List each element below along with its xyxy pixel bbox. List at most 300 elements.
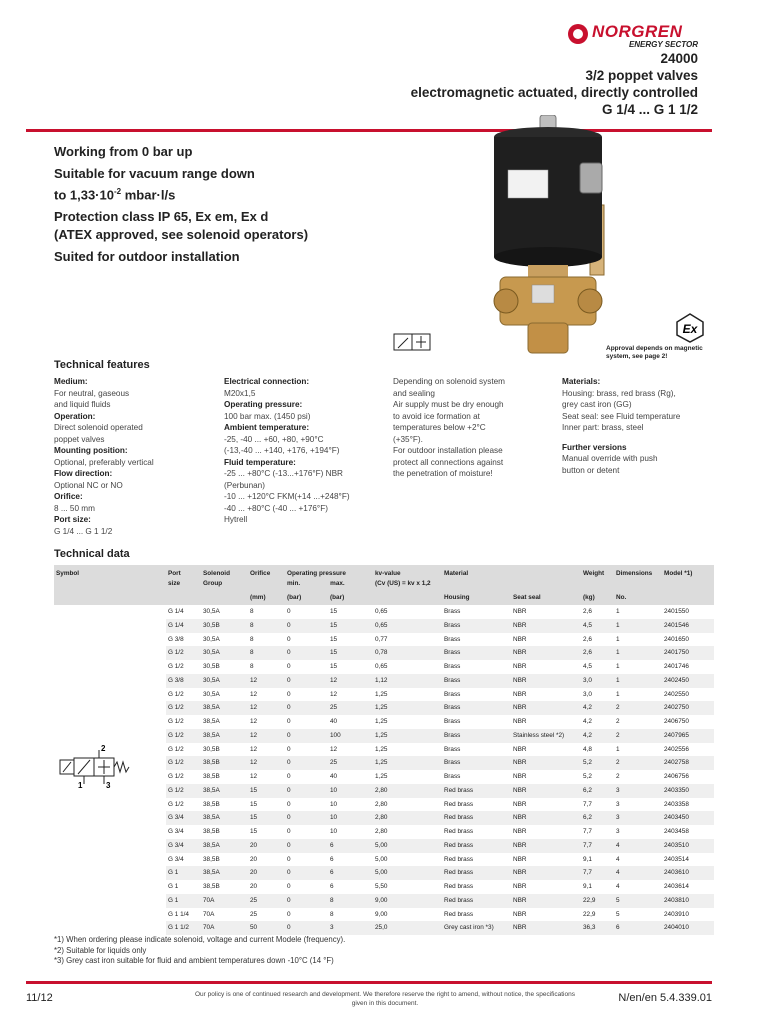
table-cell: 2403450 xyxy=(662,811,714,825)
table-cell: 15 xyxy=(248,784,285,798)
feature-1: Working from 0 bar up xyxy=(54,144,193,159)
table-cell: 70A xyxy=(201,894,248,908)
document-number: N/en/en 5.4.339.01 xyxy=(618,992,712,1004)
table-cell: 10 xyxy=(328,811,373,825)
table-cell: 1 xyxy=(614,674,662,688)
table-cell: 38,5A xyxy=(203,718,220,725)
table-cell: 6,2 xyxy=(581,811,614,825)
table-cell: 0 xyxy=(285,866,328,880)
table-cell: G 1/2 xyxy=(168,773,184,780)
table-cell: 25 xyxy=(328,756,373,770)
table-cell: 2402556 xyxy=(664,745,689,753)
th-orifice: Orifice xyxy=(248,565,285,591)
table-cell: G 1 1/2 xyxy=(166,921,201,935)
table-cell: 3 xyxy=(328,921,373,935)
table-cell: 38,5B xyxy=(203,800,220,808)
table-cell: 6,2 xyxy=(581,784,614,798)
table-cell: 25 xyxy=(248,894,285,908)
table-cell: 9,00 xyxy=(375,910,388,918)
table-cell: 9,1 xyxy=(583,855,592,863)
technical-data-table: Symbol Port size Solenoid Group Orifice Operating pressure min. max. kv-value (Cv (US) = kv x 1,2 Material Weight Dimensions Model *1) (mm) (bar) (bar) Housing Seat seal (kg) No. 2 1 3 G 1/4 30,5A 8 0 15 0,65 Brass NBR 2,6 1 2401550 G 1/4 30,5B 8 0 15 0,65 Brass NBR 4,5 1 2401546 G 3/8 30,5A 8 0 15 0,77 Brass NBR 2,6 1 2401650 G 1/2 30,5A 8 0 15 0,78 Brass NBR 2,6 1 2401750 G 1/2 30,5B 8 0 15 0,65 Brass NBR 4,5 1 2401746 G 3/8 30,5A 12 0 12 1,12 Brass NBR 3,0 1 2402450 G 1/2 30,5A 12 0 12 1,25 Brass NBR 3,0 1 2402550 G 1/2 38,5A 12 0 25 1,25 Brass NBR 4,2 2 2402750 G 1/2 38,5A 12 0 40 1,25 Brass NBR 4,2 2 2406750 G 1/2 38,5A 12 0 100 1,25 Brass Stainless steel *2) 4,2 2 2407965 G 1/2 30,5B 12 0 12 1,25 Brass NBR 4,8 1 2402556 G 1/2 38,5B 12 0 25 1,25 Brass NBR 5,2 2 2402758 G 1/2 38,5B 12 0 40 1,25 Brass NBR 5,2 2 2406756 G 1/2 38,5A 15 0 10 2,80 Red brass NBR 6,2 3 2403350 G 1/2 38,5B 15 0 10 2,80 Red brass NBR 7,7 3 2403358 G 3/4 38,5A 15 0 10 2,80 Red brass NBR 6,2 3 2403450 G 3/4 38,5B 15 0 10 2,80 Red brass NBR 7,7 3 2403458 G 3/4 38,5A 20 0 6 5,00 Red brass NBR 7,7 4 2403510 G 3/4 38,5B 20 0 6 5,00 Red brass NBR 9,1 4 2403514 G 1 38,5A 20 0 6 5,00 Red brass NBR 7,7 4 2403610 G 1 38,5B 20 0 6 5,50 Red brass NBR 9,1 4 2403614 G 1 70A 25 0 8 9,00 Red brass NBR 22,9 5 2403810 G 1 1/4 70A 25 0 8 9,00 Red brass NBR 22,9 5 2403910 G 1 1/2 70A 50 0 3 25,0 Grey cast iron *3) NBR 36,3 6 2404010 xyxy=(54,565,714,935)
table-cell: 0 xyxy=(285,701,328,715)
table-cell: NBR xyxy=(513,745,527,753)
table-cell: NBR xyxy=(511,784,581,798)
table-cell: 30,5B xyxy=(203,745,220,753)
table-cell: 6 xyxy=(328,866,373,880)
table-cell: 2403810 xyxy=(662,894,714,908)
table-cell: 3,0 xyxy=(581,674,614,688)
table-cell: 100 xyxy=(328,729,373,743)
table-cell: 2 xyxy=(616,773,620,780)
table-cell: NBR xyxy=(513,690,527,698)
table-cell: 30,5B xyxy=(203,663,220,670)
table-cell: 5 xyxy=(614,894,662,908)
table-cell: 1,25 xyxy=(375,773,388,780)
table-cell: 4,2 xyxy=(581,729,614,743)
table-cell: Brass xyxy=(442,729,511,743)
table-cell: 2403514 xyxy=(664,855,689,863)
table-cell: 15 xyxy=(250,800,258,808)
table-cell: 12 xyxy=(328,674,373,688)
table-cell: 0 xyxy=(285,784,328,798)
table-cell: 2402750 xyxy=(662,701,714,715)
table-cell: 7,7 xyxy=(581,866,614,880)
valve-symbol-small xyxy=(392,330,432,354)
feature-3: Protection class IP 65, Ex em, Ex d (ATEX approved, see solenoid operators) xyxy=(54,209,309,243)
table-cell: 8 xyxy=(250,663,254,670)
table-cell: 15 xyxy=(328,619,373,633)
table-cell: 2401746 xyxy=(664,663,689,670)
table-cell: 30,5A xyxy=(203,635,220,643)
table-cell: 3 xyxy=(616,800,620,808)
th-model: Model *1) xyxy=(662,565,714,591)
table-cell: 2403510 xyxy=(662,839,714,853)
table-cell: 12 xyxy=(248,756,285,770)
table-cell: 4,2 xyxy=(581,701,614,715)
tf-col-4: Materials: Housing: brass, red brass (Rg), grey cast iron (GG) Seat seal: see Fluid temperature Inner part: brass, steel Further versions Manual override with push button or detent xyxy=(562,377,681,475)
port-label-2: 2 xyxy=(101,744,106,754)
table-cell: 5,50 xyxy=(375,883,388,890)
table-cell: NBR xyxy=(513,718,527,725)
table-cell: NBR xyxy=(511,756,581,770)
feature-4: Suited for outdoor installation xyxy=(54,249,240,265)
norgren-logo-icon xyxy=(568,24,588,44)
table-cell: 2403458 xyxy=(664,828,689,835)
table-cell: 1 xyxy=(614,646,662,660)
table-cell: 40 xyxy=(330,773,338,780)
table-cell: 2401650 xyxy=(664,635,689,643)
table-cell: 5,00 xyxy=(373,866,442,880)
footnote-1: *1) When ordering please indicate solenoid, voltage and current Modele (frequency). xyxy=(54,935,346,944)
table-cell: Stainless steel *2) xyxy=(511,729,581,743)
table-cell: 25,0 xyxy=(373,921,442,935)
table-cell: 12 xyxy=(248,729,285,743)
table-cell: NBR xyxy=(511,701,581,715)
table-cell: 1,25 xyxy=(375,690,388,698)
table-cell: 6 xyxy=(330,883,334,890)
table-cell: 38,5A xyxy=(201,866,248,880)
table-cell: 2403610 xyxy=(662,866,714,880)
table-cell: 4 xyxy=(614,866,662,880)
table-cell: 0 xyxy=(287,745,291,753)
feature-list xyxy=(54,143,414,270)
table-cell: 12 xyxy=(330,690,338,698)
table-cell: G 3/4 xyxy=(166,811,201,825)
table-cell: 1 xyxy=(616,608,620,615)
table-cell: 8 xyxy=(250,608,254,615)
table-cell: Brass xyxy=(442,674,511,688)
table-cell: 4 xyxy=(616,883,620,890)
table-cell: G 3/4 xyxy=(168,855,184,863)
technical-data-title: Technical data xyxy=(54,548,130,560)
table-cell: 36,3 xyxy=(581,921,614,935)
table-cell: NBR xyxy=(511,866,581,880)
tf-col-2: Electrical connection: M20x1,5 Operating pressure: 100 bar max. (1450 psi) Ambient temperature: -25, -40 ... +60, +80, +90°C (-13,-40 ... +140, +176, +194°F) Fluid temperature: -25 ... +80°C (-13...+176°F) NBR (Perbunan) -10 ... +120°C FKM(+14 ...+248°F) -40 ... +80°C (-40 ... +176°F) Hytrell xyxy=(224,377,350,524)
table-cell: 0,78 xyxy=(373,646,442,660)
table-cell: 4,5 xyxy=(583,663,592,670)
table-cell: 12 xyxy=(250,773,258,780)
table-cell: 2402758 xyxy=(662,756,714,770)
valve-symbol-large xyxy=(56,744,146,790)
table-cell: 4 xyxy=(614,839,662,853)
table-cell: G 1/2 xyxy=(168,690,184,698)
table-cell: Grey cast iron *3) xyxy=(442,921,511,935)
table-cell: 9,00 xyxy=(373,894,442,908)
table-cell: 38,5B xyxy=(203,883,220,890)
table-cell: Red brass xyxy=(442,894,511,908)
table-cell: NBR xyxy=(513,883,527,890)
footnote-3: *3) Grey cast iron suitable for fluid and ambient temperatures down -10°C (14 °F) xyxy=(54,956,334,965)
table-cell: Red brass xyxy=(444,910,474,918)
table-cell: 2 xyxy=(616,718,620,725)
table-cell: 2402450 xyxy=(662,674,714,688)
table-cell: 5 xyxy=(616,910,620,918)
brand-name: NORGREN xyxy=(592,22,683,41)
table-cell: 7,7 xyxy=(583,828,592,835)
table-cell: 1,25 xyxy=(373,756,442,770)
table-cell: 0 xyxy=(287,883,291,890)
th-dimensions: Dimensions xyxy=(614,565,662,591)
table-cell: 1,25 xyxy=(373,729,442,743)
table-cell: 0 xyxy=(285,894,328,908)
table-cell: 2403614 xyxy=(664,883,689,890)
table-cell: 0,65 xyxy=(375,608,388,615)
table-cell: 2,80 xyxy=(375,828,388,835)
table-cell: 10 xyxy=(330,828,338,835)
table-cell: NBR xyxy=(513,773,527,780)
table-cell: G 1/2 xyxy=(166,646,201,660)
th-port: Port size xyxy=(166,565,201,591)
table-cell: 6 xyxy=(328,839,373,853)
table-cell: 20 xyxy=(250,855,258,863)
table-cell: 2403358 xyxy=(664,800,689,808)
table-cell: 15 xyxy=(330,635,338,643)
tf-col-1: Medium: For neutral, gaseous and liquid fluids Operation: Direct solenoid operated poppet valves Mounting position: Optional, preferably vertical Flow direction: Optional NC or NO Orifice: 8 ... 50 mm Port size: G 1/4 ... G 1 1/2 xyxy=(54,377,154,536)
table-cell: Brass xyxy=(444,690,461,698)
table-cell: 0 xyxy=(287,828,291,835)
table-cell: 1,25 xyxy=(373,701,442,715)
table-cell: 2,6 xyxy=(583,635,592,643)
table-cell: G 1/2 xyxy=(168,800,184,808)
th-weight: Weight xyxy=(581,565,614,591)
table-cell: NBR xyxy=(511,619,581,633)
table-cell: 70A xyxy=(201,921,248,935)
table-cell: 0 xyxy=(285,756,328,770)
table-cell: 5,00 xyxy=(373,839,442,853)
table-cell: NBR xyxy=(511,839,581,853)
table-cell: 12 xyxy=(250,690,258,698)
table-cell: 38,5B xyxy=(203,855,220,863)
table-cell: 38,5A xyxy=(201,729,248,743)
table-cell: 1,25 xyxy=(375,718,388,725)
table-cell: 2403910 xyxy=(664,910,689,918)
th-solenoid: Solenoid Group xyxy=(201,565,248,591)
table-cell: 1 xyxy=(616,635,620,643)
table-cell: 2401750 xyxy=(662,646,714,660)
table-cell: 25 xyxy=(328,701,373,715)
table-cell: 30,5A xyxy=(203,608,220,615)
table-cell: NBR xyxy=(511,921,581,935)
table-cell: 1,25 xyxy=(375,745,388,753)
bottom-divider xyxy=(26,981,712,984)
approval-note: Approval depends on magnetic system, see page 2! xyxy=(606,345,703,360)
table-cell: 0 xyxy=(285,674,328,688)
table-cell: G 3/4 xyxy=(166,839,201,853)
table-cell: NBR xyxy=(513,800,527,808)
table-cell: Brass xyxy=(444,608,461,615)
table-cell: 7,7 xyxy=(583,800,592,808)
table-cell: G 3/4 xyxy=(168,828,184,835)
table-cell: G 1/2 xyxy=(168,718,184,725)
table-cell: 1 xyxy=(614,619,662,633)
table-cell: 30,5B xyxy=(201,619,248,633)
table-cell: 38,5A xyxy=(201,811,248,825)
th-material: Material xyxy=(442,565,511,591)
table-cell: 4,8 xyxy=(583,745,592,753)
table-cell: Brass xyxy=(442,756,511,770)
table-cell: Red brass xyxy=(442,784,511,798)
table-cell: G 1 xyxy=(168,883,179,890)
header-line1: 3/2 poppet valves xyxy=(585,68,698,83)
table-cell: 50 xyxy=(248,921,285,935)
svg-text:Ex: Ex xyxy=(682,322,698,336)
table-cell: NBR xyxy=(513,828,527,835)
table-cell: G 1/2 xyxy=(168,663,184,670)
valve-product-image xyxy=(480,115,630,365)
table-cell: 1 xyxy=(616,663,620,670)
table-cell: 25 xyxy=(250,910,258,918)
table-cell: G 1 xyxy=(166,894,201,908)
table-cell: NBR xyxy=(511,811,581,825)
table-cell: 5,00 xyxy=(375,855,388,863)
table-cell: 2407965 xyxy=(662,729,714,743)
table-cell: 2,80 xyxy=(375,800,388,808)
table-cell: 0 xyxy=(287,910,291,918)
table-cell: G 1 xyxy=(166,866,201,880)
table-cell: G 1/2 xyxy=(168,745,184,753)
table-cell: 5,2 xyxy=(581,756,614,770)
table-row xyxy=(54,605,714,619)
product-number: 24000 xyxy=(660,51,698,66)
norgren-logo xyxy=(568,22,698,50)
table-cell: G 3/8 xyxy=(166,674,201,688)
th-kv: kv-value (Cv (US) = kv x 1,2 xyxy=(373,565,442,591)
table-body xyxy=(54,605,714,935)
table-cell: NBR xyxy=(513,855,527,863)
atex-ex-icon xyxy=(675,313,705,343)
table-cell: 30,5A xyxy=(203,690,220,698)
table-cell: 0 xyxy=(285,646,328,660)
table-cell: 3 xyxy=(614,784,662,798)
table-cell: 20 xyxy=(248,839,285,853)
table-cell: 2 xyxy=(614,756,662,770)
table-cell: 30,5A xyxy=(201,646,248,660)
table-cell: 15 xyxy=(250,828,258,835)
table-cell: 3 xyxy=(616,828,620,835)
page-header xyxy=(411,50,698,118)
table-cell: G 1/4 xyxy=(168,608,184,615)
table-cell: 15 xyxy=(248,811,285,825)
table-cell: G 3/8 xyxy=(168,635,184,643)
valve-symbol-cell xyxy=(54,605,166,935)
table-cell: 20 xyxy=(248,866,285,880)
table-cell: 3,0 xyxy=(583,690,592,698)
table-cell: Brass xyxy=(444,718,461,725)
table-cell: 2404010 xyxy=(662,921,714,935)
table-cell: G 1 1/4 xyxy=(168,910,189,918)
port-label-1: 1 xyxy=(78,781,83,791)
table-cell: Red brass xyxy=(444,800,474,808)
table-cell: Red brass xyxy=(442,839,511,853)
table-cell: 12 xyxy=(250,745,258,753)
table-cell: 9,1 xyxy=(583,883,592,890)
table-cell: 70A xyxy=(203,910,215,918)
table-cell: 15 xyxy=(330,663,338,670)
table-cell: 2402550 xyxy=(664,690,689,698)
table-cell: 2,6 xyxy=(583,608,592,615)
table-cell: G 1/2 xyxy=(166,701,201,715)
table-cell: 1 xyxy=(616,745,620,753)
table-cell: 3 xyxy=(614,811,662,825)
table-cell: 8 xyxy=(248,619,285,633)
table-cell: 0 xyxy=(287,663,291,670)
table-cell: Red brass xyxy=(444,883,474,890)
table-cell: 0 xyxy=(287,855,291,863)
table-cell: 6 xyxy=(614,921,662,935)
table-cell: 0 xyxy=(287,635,291,643)
table-cell: 10 xyxy=(330,800,338,808)
technical-features-title: Technical features xyxy=(54,359,150,371)
table-cell: 2 xyxy=(614,729,662,743)
table-cell: NBR xyxy=(511,674,581,688)
table-cell: NBR xyxy=(513,663,527,670)
table-cell: Red brass xyxy=(442,866,511,880)
table-cell: 7,7 xyxy=(581,839,614,853)
table-cell: G 1/2 xyxy=(166,784,201,798)
table-cell: G 1/2 xyxy=(166,756,201,770)
header-line3: G 1/4 ... G 1 1/2 xyxy=(601,102,698,117)
table-cell: 6 xyxy=(330,855,334,863)
table-cell: 20 xyxy=(250,883,258,890)
feature-2: Suitable for vacuum range down to $1,33\cdot 10^{-2}$ mbar·l/s xyxy=(54,166,255,203)
table-cell: 2,80 xyxy=(373,811,442,825)
table-cell: 0,65 xyxy=(373,619,442,633)
table-cell: Red brass xyxy=(442,811,511,825)
table-cell: Brass xyxy=(444,773,461,780)
table-cell: 0 xyxy=(287,773,291,780)
table-cell: 38,5B xyxy=(201,756,248,770)
table-cell: 12 xyxy=(248,674,285,688)
policy-note: Our policy is one of continued research and development. We therefore reserve the right to amend, without notice, the specifications given in this document. xyxy=(195,991,575,1007)
tf-col-3: Depending on solenoid system and sealing Air supply must be dry enough to avoid ice formation at temperatures below +2°C (+35°F). For outdoor installation please protect all connections against the penetration of moisture! xyxy=(393,377,505,478)
table-cell: Brass xyxy=(442,646,511,660)
table-cell: NBR xyxy=(513,910,527,918)
table-cell: 8 xyxy=(250,635,254,643)
table-cell: 0 xyxy=(287,800,291,808)
table-cell: 40 xyxy=(330,718,338,725)
table-cell: 2401550 xyxy=(664,608,689,615)
table-cell: 1,12 xyxy=(373,674,442,688)
table-cell: 2406750 xyxy=(664,718,689,725)
table-cell: 0 xyxy=(287,690,291,698)
table-cell: 10 xyxy=(328,784,373,798)
table-cell: 38,5A xyxy=(201,839,248,853)
table-cell: 12 xyxy=(330,745,338,753)
table-cell: G 1/2 xyxy=(166,729,201,743)
table-cell: 0 xyxy=(285,619,328,633)
th-pressure: Operating pressure min. max. xyxy=(285,565,373,591)
table-cell: 0 xyxy=(285,921,328,935)
table-cell: Brass xyxy=(444,745,461,753)
table-cell: 4,2 xyxy=(583,718,592,725)
table-cell: NBR xyxy=(513,635,527,643)
port-label-3: 3 xyxy=(106,781,111,791)
table-cell: 30,5A xyxy=(201,674,248,688)
table-cell: Red brass xyxy=(444,855,474,863)
table-cell: Red brass xyxy=(444,828,474,835)
table-cell: 0 xyxy=(285,839,328,853)
table-cell: 38,5B xyxy=(203,773,220,780)
table-cell: 2 xyxy=(614,701,662,715)
table-cell: 0 xyxy=(287,718,291,725)
table-cell: Brass xyxy=(442,619,511,633)
table-cell: 2,6 xyxy=(581,646,614,660)
table-cell: 12 xyxy=(250,718,258,725)
header-line2: electromagnetic actuated, directly controlled xyxy=(410,85,698,100)
table-cell: Brass xyxy=(442,701,511,715)
th-symbol: Symbol xyxy=(54,565,166,591)
table-cell: Brass xyxy=(444,635,461,643)
footnote-2: *2) Suitable for liquids only xyxy=(54,945,147,955)
table-cell: 0 xyxy=(285,729,328,743)
table-cell: 15 xyxy=(328,646,373,660)
table-cell: 2403350 xyxy=(662,784,714,798)
table-cell: 22,9 xyxy=(583,910,596,918)
table-cell: 8 xyxy=(328,894,373,908)
table-cell: Brass xyxy=(444,663,461,670)
table-cell: 38,5A xyxy=(201,784,248,798)
table-cell: 0 xyxy=(287,608,291,615)
table-cell: 15 xyxy=(330,608,338,615)
table-cell: NBR xyxy=(513,608,527,615)
page-number: 11/12 xyxy=(26,992,53,1004)
table-cell: 0 xyxy=(285,811,328,825)
table-cell: 5,2 xyxy=(583,773,592,780)
table-cell: 8 xyxy=(330,910,334,918)
table-cell: 0,77 xyxy=(375,635,388,643)
table-cell: NBR xyxy=(511,646,581,660)
table-cell: 4 xyxy=(616,855,620,863)
